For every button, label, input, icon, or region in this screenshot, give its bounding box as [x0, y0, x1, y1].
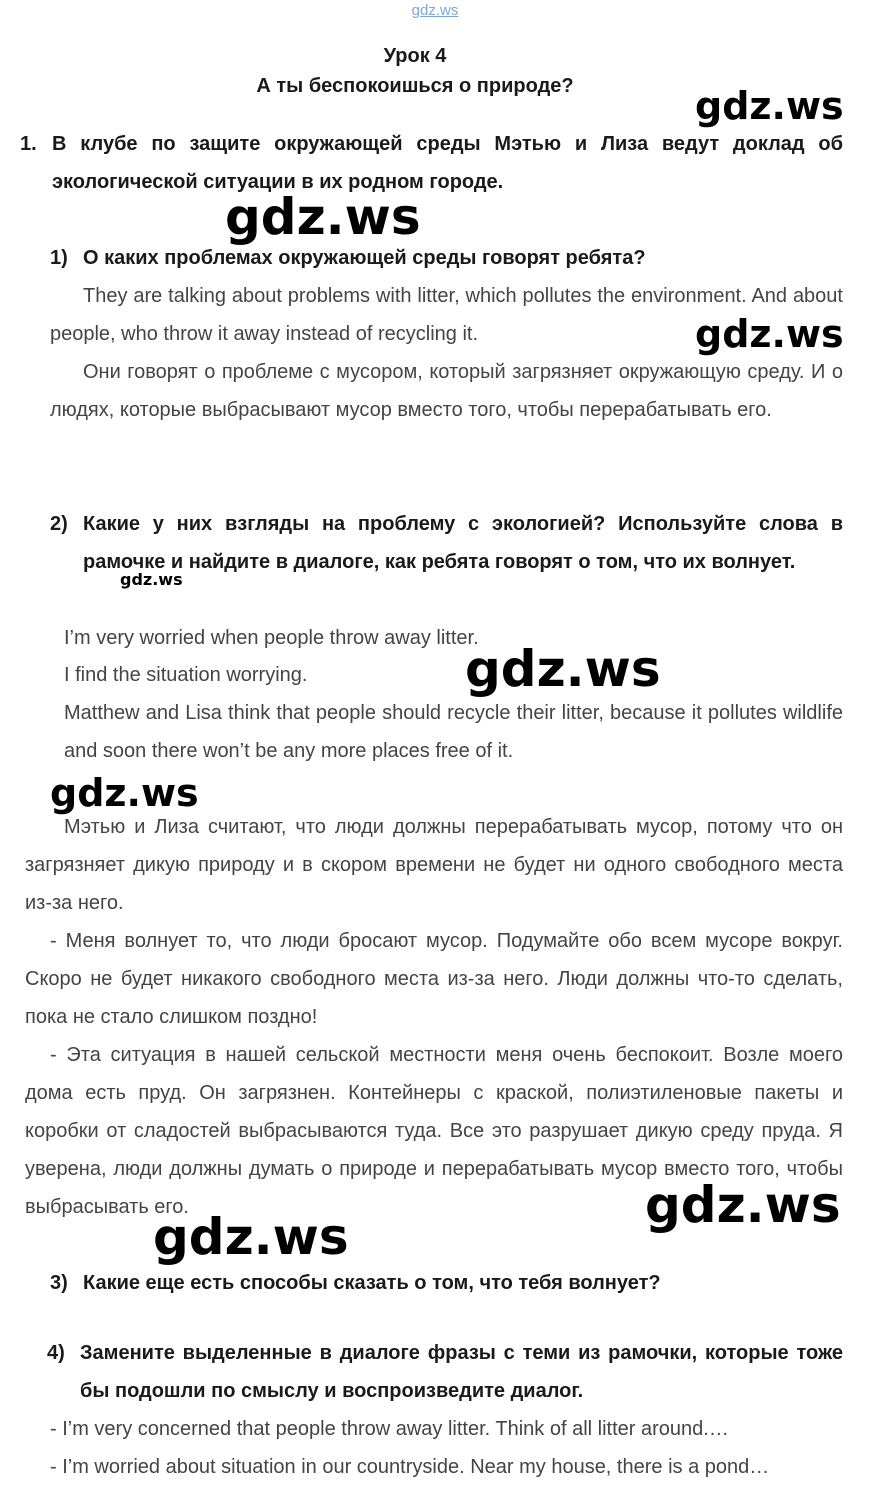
watermark: gdz.ws — [465, 640, 661, 698]
dialog-paragraph-1: - Меня волнует то, что люди бросают мусор. Подумайте обо всем мусоре вокруг. Скоро не будет никакого свободного места из-за него. Люди должны что-то сделать, пока не стало слишком поздно! — [25, 930, 843, 1028]
question-2-number: 2) — [50, 513, 68, 535]
task-1-text: В клубе по защите окружающей среды Мэтью и Лиза ведут доклад об экологической ситуации в их родном городе. — [52, 133, 843, 193]
lesson-title: Урок 4 — [383, 45, 447, 67]
answer-1-russian: Они говорят о проблеме с мусором, который загрязняет окружающую среду. И о людях, которые выбрасывают мусор вместо того, чтобы перерабатывать его. — [50, 361, 843, 421]
question-1 — [50, 239, 843, 277]
question-2-text: Какие у них взгляды на проблему с экологией? Используйте слова в рамочке и найдите в диалоге, как ребята говорят о том, что их волнует. — [83, 513, 843, 573]
lesson-subtitle: А ты беспокоишься о природе? — [256, 75, 574, 97]
answer-2-english: Matthew and Lisa think that people should recycle their litter, because it pollutes wildlife and soon there won’t be any more places free of it. — [64, 702, 843, 762]
question-4 — [47, 1334, 843, 1410]
task-1-number: 1. — [20, 133, 37, 155]
answer-4-line-1: - I’m very concerned that people throw away litter. Think of all litter around.… — [50, 1418, 729, 1440]
question-3 — [50, 1264, 843, 1302]
task-1 — [20, 125, 843, 201]
watermark: gdz.ws — [50, 771, 199, 815]
answer-1-english: They are talking about problems with litter, which pollutes the environment. And about people, who throw it away instead of recycling it. — [50, 285, 843, 345]
question-1-number: 1) — [50, 247, 68, 269]
question-3-number: 3) — [50, 1272, 68, 1294]
watermark: gdz.ws — [153, 1208, 349, 1266]
question-1-text: О каких проблемах окружающей среды говорят ребята? — [83, 247, 646, 269]
question-4-number: 4) — [47, 1342, 65, 1364]
dialog-paragraph-2: - Эта ситуация в нашей сельской местности меня очень беспокоит. Возле моего дома есть пруд. Он загрязнен. Контейнеры с краской, полиэтиленовые пакеты и коробки от сладостей выбрасываются туда. Все это разрушает дикую среду пруда. Я уверена, люди должны думать о природе и перерабатывать мусор вместо того, чтобы выбрасывать его. — [25, 1044, 843, 1218]
watermark: gdz.ws — [225, 188, 421, 246]
question-3-text: Какие еще есть способы сказать о том, что тебя волнует? — [83, 1272, 661, 1294]
answer-2-russian: Мэтью и Лиза считают, что люди должны перерабатывать мусор, потому что он загрязняет дикую природу и в скором времени не будет ни одного свободного места из-за него. — [25, 816, 843, 914]
watermark: gdz.ws — [695, 312, 844, 356]
watermark: gdz.ws — [695, 84, 844, 128]
top-watermark-link[interactable]: gdz.ws — [411, 2, 459, 19]
answer-2-line-1: I’m very worried when people throw away litter. — [64, 627, 479, 649]
watermark: gdz.ws — [645, 1176, 841, 1234]
answer-4-line-2: - I’m worried about situation in our countryside. Near my house, there is a pond… — [50, 1456, 770, 1478]
question-4-text: Замените выделенные в диалоге фразы с теми из рамочки, которые тоже бы подошли по смыслу и воспроизведите диалог. — [80, 1342, 843, 1402]
answer-2-line-2: I find the situation worrying. — [64, 664, 308, 686]
watermark: gdz.ws — [120, 570, 183, 589]
